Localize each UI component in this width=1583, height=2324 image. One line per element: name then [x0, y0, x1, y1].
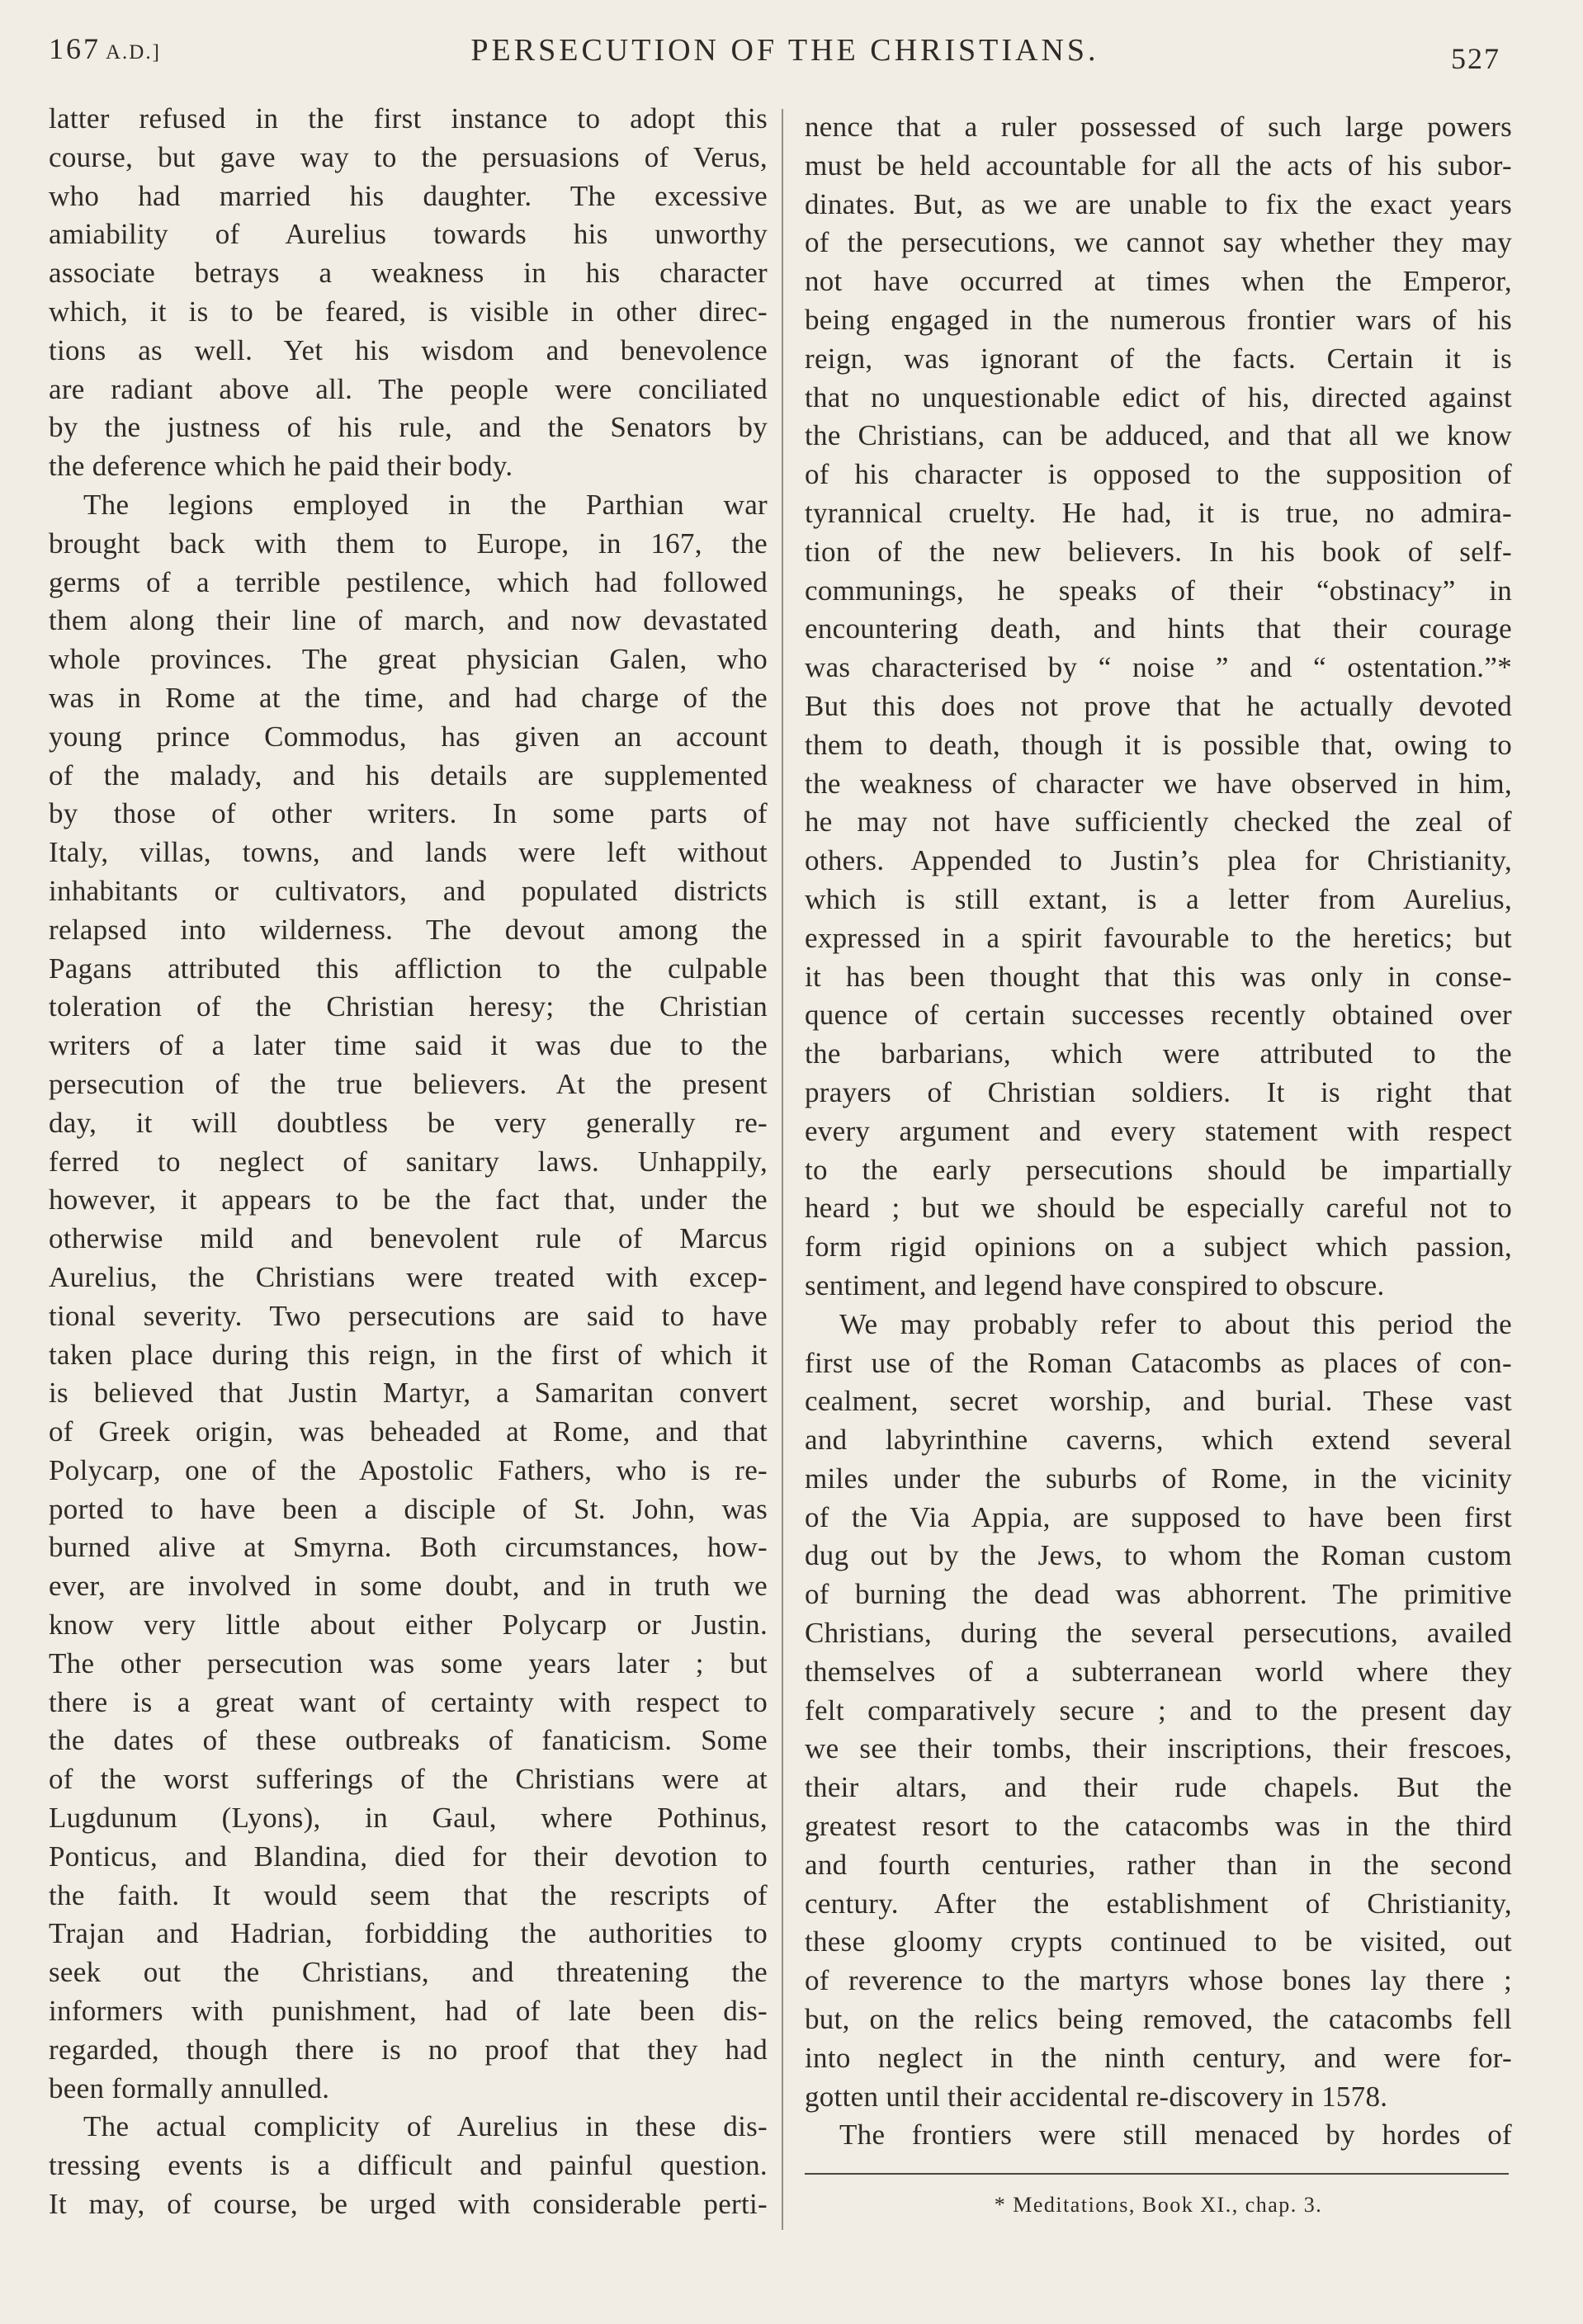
text-line: the barbarians, which were attributed to the — [805, 1037, 1512, 1070]
text-line: of Greek origin, was beheaded at Rome, and that — [49, 1415, 768, 1448]
text-line: sentiment, and legend have conspired to obscure. — [805, 1268, 1385, 1301]
paragraph — [805, 108, 1512, 1306]
text-line: whole provinces. The great physician Galen, who — [49, 643, 768, 676]
text-line: and labyrinthine caverns, which extend several — [805, 1424, 1512, 1457]
text-line: form rigid opinions on a subject which passion, — [805, 1230, 1512, 1264]
text-line: Italy, villas, towns, and lands were left without — [49, 836, 768, 869]
text-line: Polycarp, one of the Apostolic Fathers, who is re- — [49, 1453, 768, 1486]
text-line: the weakness of character we have observed in him, — [805, 767, 1512, 800]
running-head-era: A.D.] — [106, 41, 161, 64]
left-column — [49, 100, 768, 2224]
text-line: ever, are involved in some doubt, and in truth we — [49, 1570, 768, 1603]
text-line: being engaged in the numerous frontier wars of his — [805, 303, 1512, 336]
text-line: by those of other writers. In some parts of — [49, 797, 768, 830]
text-line: others. Appended to Justin’s plea for Christianity, — [805, 844, 1512, 877]
text-line: first use of the Roman Catacombs as places of con- — [805, 1346, 1512, 1379]
text-line: to the early persecutions should be impartially — [805, 1153, 1512, 1186]
text-line: It may, of course, be urged with considerable perti- — [49, 2188, 768, 2221]
text-line: gotten until their accidental re-discovery in 1578. — [805, 2080, 1388, 2113]
text-line: latter refused in the first instance to adopt this — [49, 102, 768, 135]
running-head-date — [49, 30, 161, 72]
page-number: 527 — [1451, 42, 1500, 75]
text-line: is believed that Justin Martyr, a Samaritan convert — [49, 1377, 768, 1410]
text-line: burned alive at Smyrna. Both circumstances, how- — [49, 1531, 768, 1564]
text-line: however, it appears to be the fact that, under the — [49, 1183, 768, 1216]
text-line: tional severity. Two persecutions are said to have — [49, 1299, 768, 1332]
text-line: but, on the relics being removed, the catacombs fell — [805, 2003, 1512, 2036]
text-line: The actual complicity of Aurelius in these dis- — [83, 2110, 768, 2143]
text-line: germs of a terrible pestilence, which had followed — [49, 565, 768, 598]
text-line: them to death, though it is possible that, owing to — [805, 728, 1512, 761]
text-line: which is still extant, is a letter from Aurelius, — [805, 882, 1512, 915]
text-line: seek out the Christians, and threatening the — [49, 1956, 768, 1989]
text-line: ported to have been a disciple of St. John, was — [49, 1492, 768, 1525]
text-line: the Christians, can be adduced, and that all we know — [805, 419, 1512, 452]
text-line: quence of certain successes recently obtained over — [805, 999, 1512, 1032]
text-line: into neglect in the ninth century, and were for- — [805, 2041, 1512, 2074]
text-line: dug out by the Jews, to whom the Roman custom — [805, 1539, 1512, 1572]
paragraph — [805, 1306, 1512, 2117]
text-line: brought back with them to Europe, in 167, the — [49, 527, 768, 560]
text-line: miles under the suburbs of Rome, in the vicinity — [805, 1462, 1512, 1495]
text-line: reign, was ignorant of the facts. Certain it is — [805, 342, 1512, 375]
text-line: tyrannical cruelty. He had, it is true, no admira- — [805, 496, 1512, 529]
text-line: The other persecution was some years later ; but — [49, 1646, 768, 1679]
text-line: taken place during this reign, in the first of which it — [49, 1338, 768, 1371]
text-line: the dates of these outbreaks of fanaticism. Some — [49, 1724, 768, 1757]
text-line: it has been thought that this was only in conse- — [805, 960, 1512, 993]
text-line: Trajan and Hadrian, forbidding the authorities to — [49, 1917, 768, 1950]
text-line: informers with punishment, had of late been dis- — [49, 1995, 768, 2028]
text-line: of his character is opposed to the supposition of — [805, 458, 1512, 491]
text-line: we see their tombs, their inscriptions, their frescoes, — [805, 1732, 1512, 1765]
text-line: of reverence to the martyrs whose bones lay there ; — [805, 1964, 1512, 1997]
running-head-year: 167 — [49, 32, 101, 65]
text-line: amiability of Aurelius towards his unworthy — [49, 218, 768, 251]
text-line: not have occurred at times when the Emperor, — [805, 265, 1512, 298]
text-line: ferred to neglect of sanitary laws. Unhappily, — [49, 1145, 768, 1178]
text-line: he may not have sufficiently checked the zeal of — [805, 805, 1512, 838]
text-line: tions as well. Yet his wisdom and benevolence — [49, 333, 768, 366]
text-line: young prince Commodus, has given an account — [49, 720, 768, 753]
text-line: which, it is to be feared, is visible in other direc- — [49, 295, 768, 328]
text-line: The frontiers were still menaced by hordes of — [839, 2119, 1512, 2152]
text-line: Christians, during the several persecutions, availed — [805, 1617, 1512, 1650]
text-line: felt comparatively secure ; and to the present day — [805, 1693, 1512, 1726]
text-line: the faith. It would seem that the rescripts of — [49, 1878, 768, 1911]
text-line: century. After the establishment of Christianity, — [805, 1887, 1512, 1920]
text-line: encountering death, and hints that their courage — [805, 612, 1512, 645]
text-line: there is a great want of certainty with respect to — [49, 1685, 768, 1718]
text-line: heard ; but we should be especially careful not to — [805, 1192, 1512, 1225]
paragraph — [805, 2116, 1512, 2155]
text-line: of the Via Appia, are supposed to have been first — [805, 1500, 1512, 1533]
footnote-rule — [805, 2173, 1509, 2175]
text-line: tressing events is a difficult and painful question. — [49, 2149, 768, 2182]
footnote: * Meditations, Book XI., chap. 3. — [994, 2193, 1323, 2217]
text-line: communings, he speaks of their “obstinacy” in — [805, 574, 1512, 607]
text-line: been formally annulled. — [49, 2071, 330, 2104]
text-line: associate betrays a weakness in his character — [49, 257, 768, 290]
text-line: their altars, and their rude chapels. But the — [805, 1771, 1512, 1804]
text-line: writers of a later time said it was due to the — [49, 1029, 768, 1062]
text-line: regarded, though there is no proof that they had — [49, 2033, 768, 2066]
text-line: prayers of Christian soldiers. It is right that — [805, 1075, 1512, 1108]
text-line: inhabitants or cultivators, and populated districts — [49, 874, 768, 907]
text-line: themselves of a subterranean world where they — [805, 1655, 1512, 1688]
right-column — [805, 108, 1512, 2155]
running-head-title: PERSECUTION OF THE CHRISTIANS. — [470, 33, 1099, 68]
text-line: Pagans attributed this affliction to the culpable — [49, 952, 768, 985]
text-line: relapsed into wilderness. The devout among the — [49, 913, 768, 946]
text-line: Ponticus, and Blandina, died for their devotion to — [49, 1840, 768, 1873]
paragraph — [49, 100, 768, 486]
text-line: Aurelius, the Christians were treated with excep- — [49, 1260, 768, 1293]
text-line: Lugdunum (Lyons), in Gaul, where Pothinus, — [49, 1802, 768, 1835]
text-line: dinates. But, as we are unable to fix the exact years — [805, 187, 1512, 220]
text-line: nence that a ruler possessed of such large powers — [805, 111, 1512, 143]
text-line: greatest resort to the catacombs was in the third — [805, 1810, 1512, 1843]
text-line: know very little about either Polycarp or Justin. — [49, 1608, 768, 1641]
text-line: of burning the dead was abhorrent. The primitive — [805, 1578, 1512, 1611]
text-line: cealment, secret worship, and burial. These vast — [805, 1385, 1512, 1418]
text-line: are radiant above all. The people were conciliated — [49, 372, 768, 405]
column-rule — [782, 109, 783, 2230]
text-line: expressed in a spirit favourable to the heretics; but — [805, 921, 1512, 954]
text-line: and fourth centuries, rather than in the second — [805, 1848, 1512, 1881]
text-line: the deference which he paid their body. — [49, 450, 513, 483]
text-line: was in Rome at the time, and had charge of the — [49, 681, 768, 714]
text-line: every argument and every statement with respect — [805, 1114, 1512, 1147]
paragraph — [49, 486, 768, 2108]
text-line: The legions employed in the Parthian war — [83, 488, 768, 521]
paragraph — [49, 2108, 768, 2223]
text-line: toleration of the Christian heresy; the Christian — [49, 990, 768, 1023]
text-line: them along their line of march, and now devastated — [49, 604, 768, 637]
text-line: course, but gave way to the persuasions of Verus, — [49, 140, 768, 173]
text-line: tion of the new believers. In his book of self- — [805, 535, 1512, 568]
text-line: must be held accountable for all the acts of his subor- — [805, 149, 1512, 182]
text-line: We may probably refer to about this period the — [839, 1307, 1512, 1340]
text-line: otherwise mild and benevolent rule of Marcus — [49, 1222, 768, 1255]
text-line: of the persecutions, we cannot say whether they may — [805, 226, 1512, 259]
text-line: But this does not prove that he actually devoted — [805, 689, 1512, 722]
text-line: day, it will doubtless be very generally re- — [49, 1106, 768, 1139]
text-line: that no unquestionable edict of his, directed against — [805, 380, 1512, 413]
text-line: persecution of the true believers. At the present — [49, 1067, 768, 1100]
text-line: of the worst sufferings of the Christians were at — [49, 1763, 768, 1796]
text-line: by the justness of his rule, and the Senators by — [49, 411, 768, 444]
text-line: these gloomy crypts continued to be visited, out — [805, 1925, 1512, 1958]
text-line: who had married his daughter. The excessive — [49, 179, 768, 212]
text-line: was characterised by “ noise ” and “ ostentation.”* — [805, 651, 1512, 684]
text-line: of the malady, and his details are supplemented — [49, 758, 768, 791]
